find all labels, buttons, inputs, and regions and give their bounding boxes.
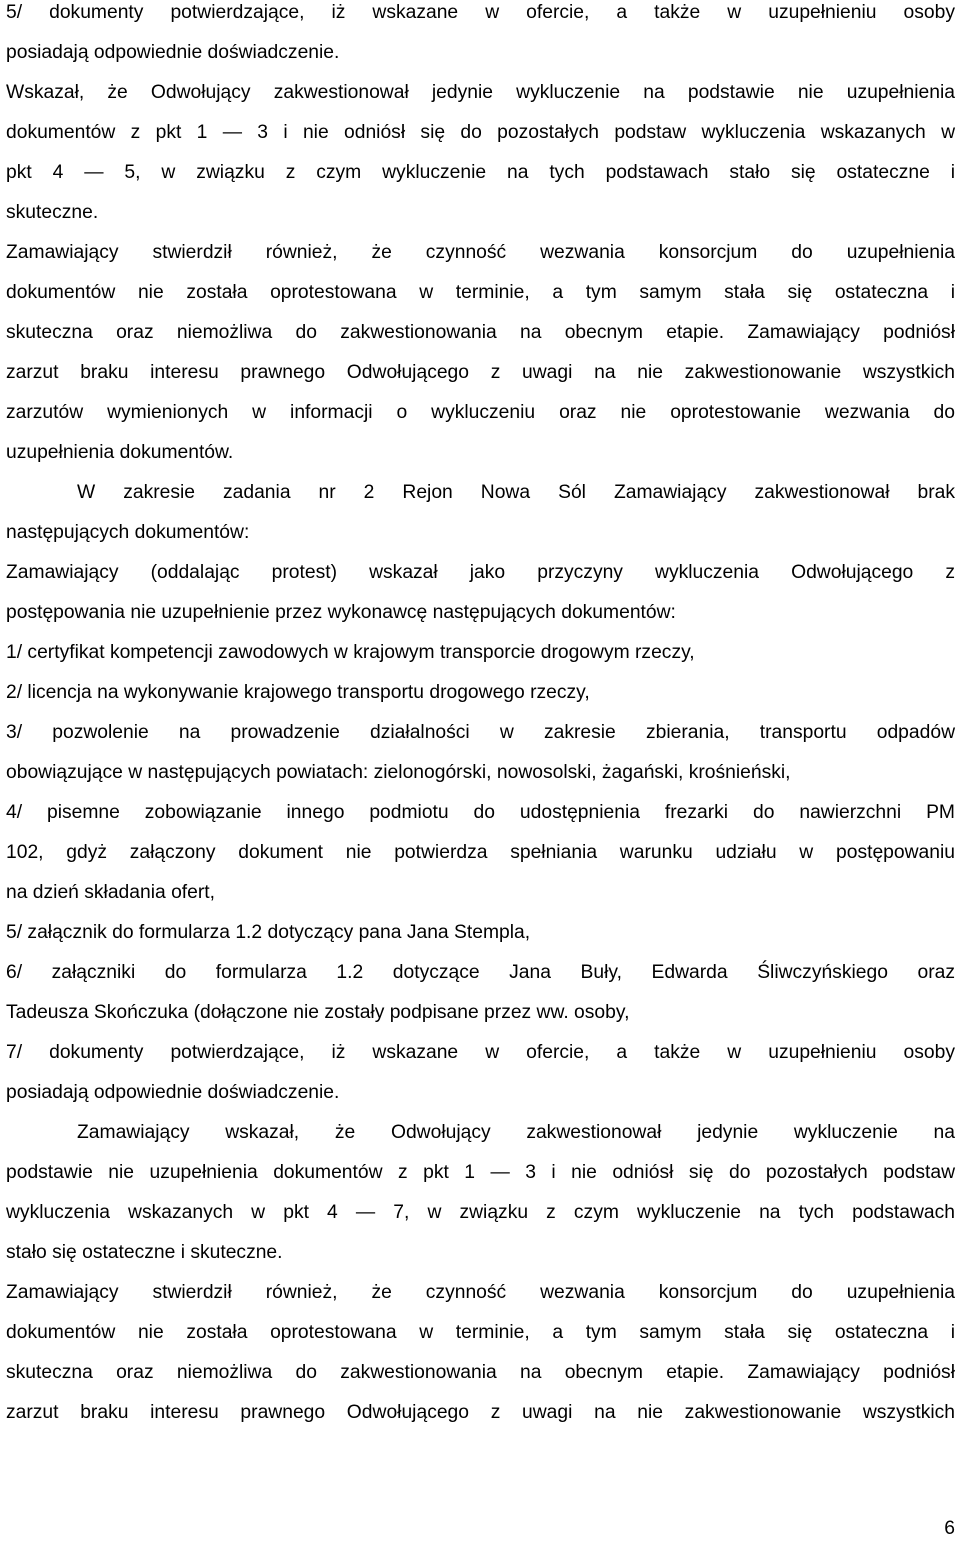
text-line: skuteczna oraz niemożliwa do zakwestionowania na obecnym etapie. Zamawiający podniósł [6,322,955,343]
text-line: zarzut braku interesu prawnego Odwołującego z uwagi na nie zakwestionowanie wszystkich [6,1402,955,1423]
text-line: obowiązujące w następujących powiatach: zielonogórski, nowosolski, żagański, krośnieński, [6,762,791,783]
text-line: zarzut braku interesu prawnego Odwołującego z uwagi na nie zakwestionowanie wszystkich [6,362,955,383]
text-line: skuteczne. [6,202,99,223]
text-line: dokumentów z pkt 1 — 3 i nie odniósł się do pozostałych podstaw wykluczenia wskazanych w [6,122,955,143]
text-line: stało się ostateczne i skuteczne. [6,1242,283,1263]
text-line: postępowania nie uzupełnienie przez wykonawcę następujących dokumentów: [6,602,676,623]
list-item: 5/ załącznik do formularza 1.2 dotyczący pana Jana Stempla, [6,922,531,943]
page-number: 6 [944,1518,955,1539]
text-line: podstawie nie uzupełnienia dokumentów z pkt 1 — 3 i nie odniósł się do pozostałych podstaw [6,1162,955,1183]
text-line: Tadeusza Skończuka (dołączone nie zostały podpisane przez ww. osoby, [6,1002,630,1023]
list-item: 7/ dokumenty potwierdzające, iż wskazane w ofercie, a także w uzupełnieniu osoby [6,1042,955,1063]
list-item: 3/ pozwolenie na prowadzenie działalności w zakresie zbierania, transportu odpadów [6,722,955,743]
text-line: posiadają odpowiednie doświadczenie. [6,42,340,63]
text-line: zarzutów wymienionych w informacji o wykluczeniu oraz nie oprotestowanie wezwania do [6,402,955,423]
text-line: Zamawiający wskazał, że Odwołujący zakwestionował jedynie wykluczenie na [77,1122,955,1143]
text-line: dokumentów nie została oprotestowana w terminie, a tym samym stała się ostateczna i [6,282,955,303]
text-line: pkt 4 — 5, w związku z czym wykluczenie na tych podstawach stało się ostateczne i [6,162,955,183]
text-line: na dzień składania ofert, [6,882,216,903]
text-line: wykluczenia wskazanych w pkt 4 — 7, w związku z czym wykluczenie na tych podstawach [6,1202,955,1223]
text-line: 102, gdyż załączony dokument nie potwierdza spełniania warunku udziału w postępowaniu [6,842,955,863]
list-item: 1/ certyfikat kompetencji zawodowych w krajowym transporcie drogowym rzeczy, [6,642,695,663]
text-line: Zamawiający stwierdził również, że czynność wezwania konsorcjum do uzupełnienia [6,1282,955,1303]
text-line: 5/ dokumenty potwierdzające, iż wskazane w ofercie, a także w uzupełnieniu osoby [6,2,955,23]
text-line: W zakresie zadania nr 2 Rejon Nowa Sól Zamawiający zakwestionował brak [77,482,955,503]
text-line: Zamawiający stwierdził również, że czynność wezwania konsorcjum do uzupełnienia [6,242,955,263]
list-item: 6/ załączniki do formularza 1.2 dotyczące Jana Buły, Edwarda Śliwczyńskiego oraz [6,962,955,983]
text-line: skuteczna oraz niemożliwa do zakwestionowania na obecnym etapie. Zamawiający podniósł [6,1362,955,1383]
text-line: Zamawiający (oddalając protest) wskazał jako przyczyny wykluczenia Odwołującego z [6,562,955,583]
text-line: następujących dokumentów: [6,522,250,543]
text-line: uzupełnienia dokumentów. [6,442,234,463]
text-line: posiadają odpowiednie doświadczenie. [6,1082,340,1103]
text-line: dokumentów nie została oprotestowana w terminie, a tym samym stała się ostateczna i [6,1322,955,1343]
list-item: 4/ pisemne zobowiązanie innego podmiotu do udostępnienia frezarki do nawierzchni PM [6,802,955,823]
text-line: Wskazał, że Odwołujący zakwestionował jedynie wykluczenie na podstawie nie uzupełnienia [6,82,955,103]
list-item: 2/ licencja na wykonywanie krajowego transportu drogowego rzeczy, [6,682,590,703]
